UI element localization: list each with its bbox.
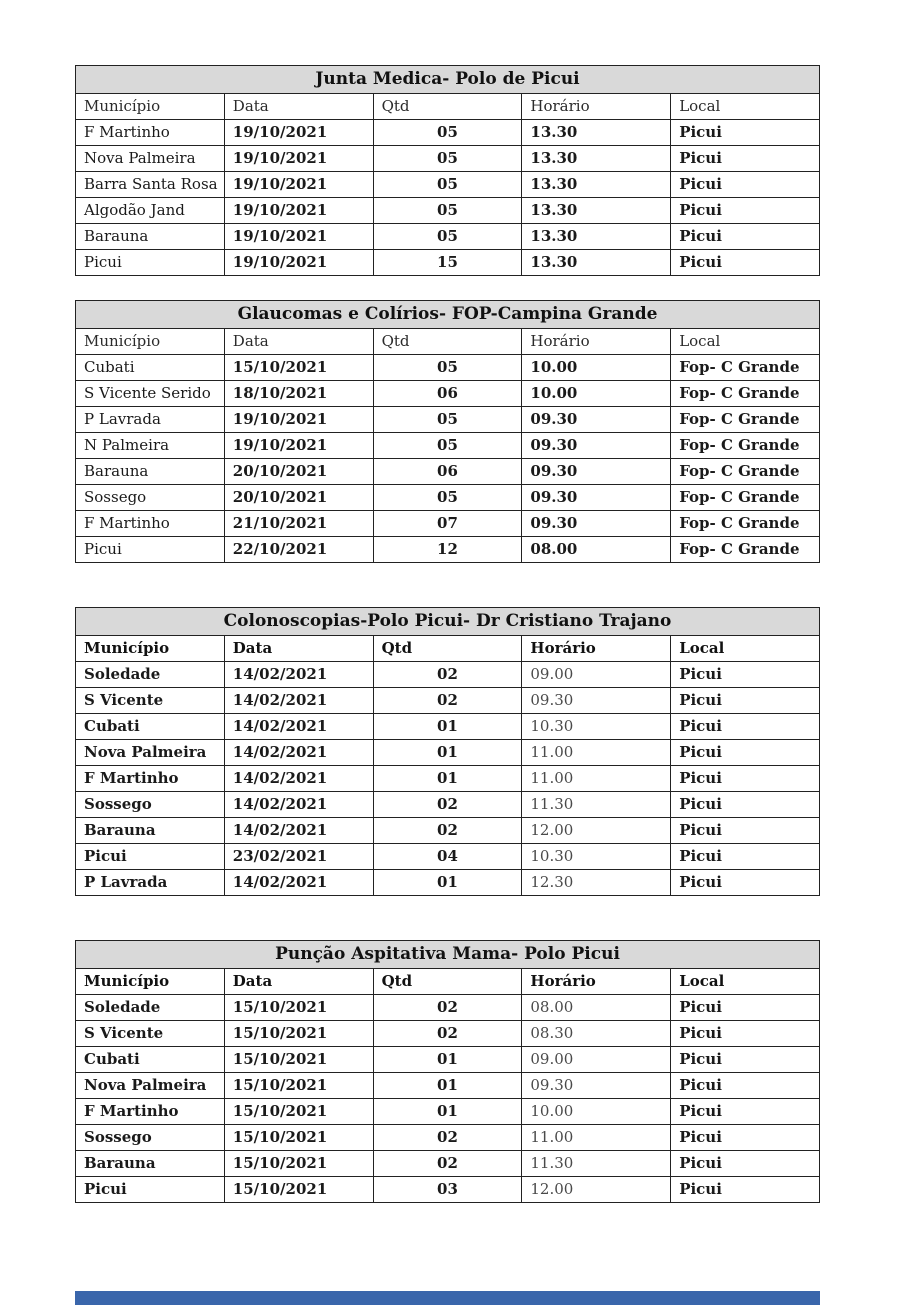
column-header-horario: Horário bbox=[522, 94, 671, 120]
table-row bbox=[76, 485, 820, 511]
cell-horario: 10.00 bbox=[522, 381, 671, 407]
cell-qtd: 02 bbox=[373, 792, 522, 818]
cell-municipio: Soledade bbox=[76, 662, 225, 688]
cell-horario: 09.00 bbox=[522, 662, 671, 688]
cell-horario: 08.00 bbox=[522, 537, 671, 563]
table-row bbox=[76, 844, 820, 870]
cell-horario: 10.30 bbox=[522, 844, 671, 870]
table-row bbox=[76, 792, 820, 818]
cell-municipio: P Lavrada bbox=[76, 870, 225, 896]
cell-qtd: 05 bbox=[373, 198, 522, 224]
column-header-row bbox=[76, 329, 820, 355]
cell-local: Picui bbox=[671, 1125, 820, 1151]
cell-data: 19/10/2021 bbox=[224, 433, 373, 459]
schedule-table bbox=[75, 65, 820, 276]
table-row bbox=[76, 818, 820, 844]
table-row bbox=[76, 198, 820, 224]
table-row bbox=[76, 146, 820, 172]
cell-horario: 09.30 bbox=[522, 433, 671, 459]
column-header-municipio: Município bbox=[76, 94, 225, 120]
cell-data: 14/02/2021 bbox=[224, 870, 373, 896]
cell-local: Fop- C Grande bbox=[671, 485, 820, 511]
cell-municipio: Sossego bbox=[76, 485, 225, 511]
cell-qtd: 01 bbox=[373, 870, 522, 896]
cell-municipio: Cubati bbox=[76, 1047, 225, 1073]
cell-data: 19/10/2021 bbox=[224, 224, 373, 250]
cell-municipio: P Lavrada bbox=[76, 407, 225, 433]
cell-qtd: 02 bbox=[373, 1021, 522, 1047]
cell-data: 15/10/2021 bbox=[224, 995, 373, 1021]
cell-municipio: Sossego bbox=[76, 792, 225, 818]
cell-qtd: 12 bbox=[373, 537, 522, 563]
cell-municipio: Soledade bbox=[76, 995, 225, 1021]
cell-data: 19/10/2021 bbox=[224, 120, 373, 146]
cell-municipio: F Martinho bbox=[76, 1099, 225, 1125]
table-row bbox=[76, 662, 820, 688]
table-row bbox=[76, 459, 820, 485]
cell-qtd: 06 bbox=[373, 381, 522, 407]
cell-data: 19/10/2021 bbox=[224, 198, 373, 224]
column-header-row bbox=[76, 94, 820, 120]
cell-data: 14/02/2021 bbox=[224, 792, 373, 818]
cell-local: Picui bbox=[671, 198, 820, 224]
column-header-qtd: Qtd bbox=[373, 969, 522, 995]
cell-data: 19/10/2021 bbox=[224, 250, 373, 276]
table-title-row bbox=[76, 66, 820, 94]
cell-local: Picui bbox=[671, 1073, 820, 1099]
cell-horario: 10.00 bbox=[522, 1099, 671, 1125]
cell-local: Fop- C Grande bbox=[671, 459, 820, 485]
cell-data: 15/10/2021 bbox=[224, 355, 373, 381]
table-row bbox=[76, 1151, 820, 1177]
cell-data: 15/10/2021 bbox=[224, 1125, 373, 1151]
table-row bbox=[76, 433, 820, 459]
column-header-horario: Horário bbox=[522, 969, 671, 995]
cell-municipio: Barauna bbox=[76, 1151, 225, 1177]
cell-qtd: 02 bbox=[373, 1125, 522, 1151]
cell-municipio: Picui bbox=[76, 1177, 225, 1203]
cell-horario: 08.00 bbox=[522, 995, 671, 1021]
cell-horario: 08.30 bbox=[522, 1021, 671, 1047]
cell-qtd: 05 bbox=[373, 120, 522, 146]
cell-municipio: Barauna bbox=[76, 224, 225, 250]
cell-local: Picui bbox=[671, 818, 820, 844]
cell-local: Picui bbox=[671, 172, 820, 198]
cell-municipio: Picui bbox=[76, 844, 225, 870]
cell-qtd: 05 bbox=[373, 355, 522, 381]
table-row bbox=[76, 995, 820, 1021]
cell-horario: 09.00 bbox=[522, 1047, 671, 1073]
cell-local: Picui bbox=[671, 1177, 820, 1203]
cell-qtd: 06 bbox=[373, 459, 522, 485]
table-row bbox=[76, 224, 820, 250]
cell-local: Fop- C Grande bbox=[671, 355, 820, 381]
cell-local: Picui bbox=[671, 714, 820, 740]
cell-local: Picui bbox=[671, 1021, 820, 1047]
cell-local: Picui bbox=[671, 688, 820, 714]
table-row bbox=[76, 407, 820, 433]
cell-municipio: Nova Palmeira bbox=[76, 740, 225, 766]
cell-qtd: 02 bbox=[373, 688, 522, 714]
column-header-local: Local bbox=[671, 94, 820, 120]
table-row bbox=[76, 1047, 820, 1073]
cell-municipio: Algodão Jand bbox=[76, 198, 225, 224]
cell-qtd: 01 bbox=[373, 1073, 522, 1099]
table-title-row bbox=[76, 608, 820, 636]
cell-data: 18/10/2021 bbox=[224, 381, 373, 407]
table-row bbox=[76, 537, 820, 563]
cell-qtd: 01 bbox=[373, 1099, 522, 1125]
cell-data: 14/02/2021 bbox=[224, 688, 373, 714]
column-header-qtd: Qtd bbox=[373, 636, 522, 662]
column-header-row bbox=[76, 636, 820, 662]
cell-municipio: S Vicente bbox=[76, 1021, 225, 1047]
cell-data: 14/02/2021 bbox=[224, 818, 373, 844]
cell-municipio: Picui bbox=[76, 537, 225, 563]
cell-data: 15/10/2021 bbox=[224, 1021, 373, 1047]
cell-data: 20/10/2021 bbox=[224, 485, 373, 511]
cell-qtd: 05 bbox=[373, 407, 522, 433]
table-row bbox=[76, 1125, 820, 1151]
cell-data: 23/02/2021 bbox=[224, 844, 373, 870]
cell-municipio: N Palmeira bbox=[76, 433, 225, 459]
cell-qtd: 01 bbox=[373, 714, 522, 740]
cell-horario: 13.30 bbox=[522, 120, 671, 146]
cell-municipio: Picui bbox=[76, 250, 225, 276]
column-header-horario: Horário bbox=[522, 636, 671, 662]
column-header-local: Local bbox=[671, 636, 820, 662]
table-row bbox=[76, 1099, 820, 1125]
column-header-local: Local bbox=[671, 329, 820, 355]
cell-municipio: Nova Palmeira bbox=[76, 146, 225, 172]
column-header-municipio: Município bbox=[76, 969, 225, 995]
cell-qtd: 05 bbox=[373, 433, 522, 459]
cell-local: Fop- C Grande bbox=[671, 537, 820, 563]
cell-horario: 11.00 bbox=[522, 766, 671, 792]
cell-local: Fop- C Grande bbox=[671, 511, 820, 537]
cell-horario: 11.00 bbox=[522, 740, 671, 766]
cell-local: Picui bbox=[671, 1099, 820, 1125]
cell-local: Picui bbox=[671, 146, 820, 172]
cell-data: 15/10/2021 bbox=[224, 1047, 373, 1073]
cell-data: 22/10/2021 bbox=[224, 537, 373, 563]
column-header-horario: Horário bbox=[522, 329, 671, 355]
cell-local: Picui bbox=[671, 250, 820, 276]
cell-horario: 13.30 bbox=[522, 172, 671, 198]
cell-qtd: 05 bbox=[373, 172, 522, 198]
table-row bbox=[76, 172, 820, 198]
cell-municipio: Cubati bbox=[76, 355, 225, 381]
cell-data: 14/02/2021 bbox=[224, 740, 373, 766]
cell-data: 14/02/2021 bbox=[224, 662, 373, 688]
table-title-row bbox=[76, 301, 820, 329]
cell-data: 15/10/2021 bbox=[224, 1151, 373, 1177]
cell-data: 21/10/2021 bbox=[224, 511, 373, 537]
cell-qtd: 02 bbox=[373, 662, 522, 688]
cell-local: Picui bbox=[671, 740, 820, 766]
table-title: Punção Aspitativa Mama- Polo Picui bbox=[76, 941, 820, 969]
cell-horario: 13.30 bbox=[522, 250, 671, 276]
cell-data: 19/10/2021 bbox=[224, 407, 373, 433]
cell-horario: 09.30 bbox=[522, 459, 671, 485]
cell-qtd: 05 bbox=[373, 146, 522, 172]
schedule-table bbox=[75, 300, 820, 563]
cell-qtd: 07 bbox=[373, 511, 522, 537]
schedule-table bbox=[75, 607, 820, 896]
table-title: Colonoscopias-Polo Picui- Dr Cristiano Trajano bbox=[76, 608, 820, 636]
cell-qtd: 03 bbox=[373, 1177, 522, 1203]
column-header-data: Data bbox=[224, 969, 373, 995]
cell-horario: 10.30 bbox=[522, 714, 671, 740]
table-title: Glaucomas e Colírios- FOP-Campina Grande bbox=[76, 301, 820, 329]
cell-qtd: 02 bbox=[373, 1151, 522, 1177]
cell-horario: 10.00 bbox=[522, 355, 671, 381]
cell-horario: 09.30 bbox=[522, 485, 671, 511]
cell-qtd: 01 bbox=[373, 766, 522, 792]
cell-local: Fop- C Grande bbox=[671, 381, 820, 407]
cell-local: Picui bbox=[671, 224, 820, 250]
cell-qtd: 15 bbox=[373, 250, 522, 276]
column-header-local: Local bbox=[671, 969, 820, 995]
cell-data: 19/10/2021 bbox=[224, 146, 373, 172]
cell-local: Picui bbox=[671, 120, 820, 146]
cell-horario: 09.30 bbox=[522, 1073, 671, 1099]
column-header-municipio: Município bbox=[76, 329, 225, 355]
schedule-table bbox=[75, 940, 820, 1203]
table-row bbox=[76, 511, 820, 537]
cell-local: Picui bbox=[671, 1151, 820, 1177]
cell-municipio: S Vicente bbox=[76, 688, 225, 714]
cell-horario: 11.00 bbox=[522, 1125, 671, 1151]
table-row bbox=[76, 714, 820, 740]
table-row bbox=[76, 740, 820, 766]
cell-local: Picui bbox=[671, 792, 820, 818]
column-header-data: Data bbox=[224, 329, 373, 355]
cell-horario: 13.30 bbox=[522, 198, 671, 224]
cell-data: 15/10/2021 bbox=[224, 1073, 373, 1099]
cell-municipio: F Martinho bbox=[76, 766, 225, 792]
cell-horario: 12.00 bbox=[522, 818, 671, 844]
cell-qtd: 05 bbox=[373, 224, 522, 250]
cell-data: 15/10/2021 bbox=[224, 1099, 373, 1125]
table-row bbox=[76, 766, 820, 792]
cell-qtd: 04 bbox=[373, 844, 522, 870]
cell-horario: 13.30 bbox=[522, 146, 671, 172]
cell-local: Fop- C Grande bbox=[671, 433, 820, 459]
next-section-header-partial bbox=[75, 1291, 820, 1305]
column-header-qtd: Qtd bbox=[373, 94, 522, 120]
cell-municipio: F Martinho bbox=[76, 511, 225, 537]
table-row bbox=[76, 120, 820, 146]
cell-municipio: S Vicente Serido bbox=[76, 381, 225, 407]
column-header-qtd: Qtd bbox=[373, 329, 522, 355]
cell-local: Picui bbox=[671, 766, 820, 792]
cell-municipio: Barauna bbox=[76, 818, 225, 844]
table-row bbox=[76, 381, 820, 407]
cell-municipio: Barauna bbox=[76, 459, 225, 485]
cell-municipio: Cubati bbox=[76, 714, 225, 740]
table-title: Junta Medica- Polo de Picui bbox=[76, 66, 820, 94]
cell-data: 20/10/2021 bbox=[224, 459, 373, 485]
cell-qtd: 05 bbox=[373, 485, 522, 511]
cell-data: 19/10/2021 bbox=[224, 172, 373, 198]
tables-container bbox=[75, 65, 900, 1203]
cell-data: 15/10/2021 bbox=[224, 1177, 373, 1203]
column-header-municipio: Município bbox=[76, 636, 225, 662]
cell-data: 14/02/2021 bbox=[224, 766, 373, 792]
table-row bbox=[76, 870, 820, 896]
cell-horario: 09.30 bbox=[522, 688, 671, 714]
cell-qtd: 02 bbox=[373, 818, 522, 844]
cell-horario: 09.30 bbox=[522, 407, 671, 433]
table-row bbox=[76, 688, 820, 714]
table-row bbox=[76, 1177, 820, 1203]
cell-local: Fop- C Grande bbox=[671, 407, 820, 433]
column-header-data: Data bbox=[224, 94, 373, 120]
cell-local: Picui bbox=[671, 1047, 820, 1073]
cell-horario: 11.30 bbox=[522, 792, 671, 818]
column-header-row bbox=[76, 969, 820, 995]
cell-qtd: 01 bbox=[373, 740, 522, 766]
cell-data: 14/02/2021 bbox=[224, 714, 373, 740]
cell-local: Picui bbox=[671, 844, 820, 870]
cell-horario: 11.30 bbox=[522, 1151, 671, 1177]
table-row bbox=[76, 250, 820, 276]
cell-qtd: 01 bbox=[373, 1047, 522, 1073]
table-title-row bbox=[76, 941, 820, 969]
table-row bbox=[76, 1021, 820, 1047]
column-header-data: Data bbox=[224, 636, 373, 662]
cell-local: Picui bbox=[671, 995, 820, 1021]
cell-local: Picui bbox=[671, 870, 820, 896]
cell-qtd: 02 bbox=[373, 995, 522, 1021]
cell-municipio: F Martinho bbox=[76, 120, 225, 146]
table-row bbox=[76, 355, 820, 381]
cell-horario: 13.30 bbox=[522, 224, 671, 250]
cell-horario: 12.00 bbox=[522, 1177, 671, 1203]
cell-municipio: Nova Palmeira bbox=[76, 1073, 225, 1099]
cell-horario: 09.30 bbox=[522, 511, 671, 537]
cell-municipio: Sossego bbox=[76, 1125, 225, 1151]
cell-local: Picui bbox=[671, 662, 820, 688]
cell-horario: 12.30 bbox=[522, 870, 671, 896]
cell-municipio: Barra Santa Rosa bbox=[76, 172, 225, 198]
table-row bbox=[76, 1073, 820, 1099]
